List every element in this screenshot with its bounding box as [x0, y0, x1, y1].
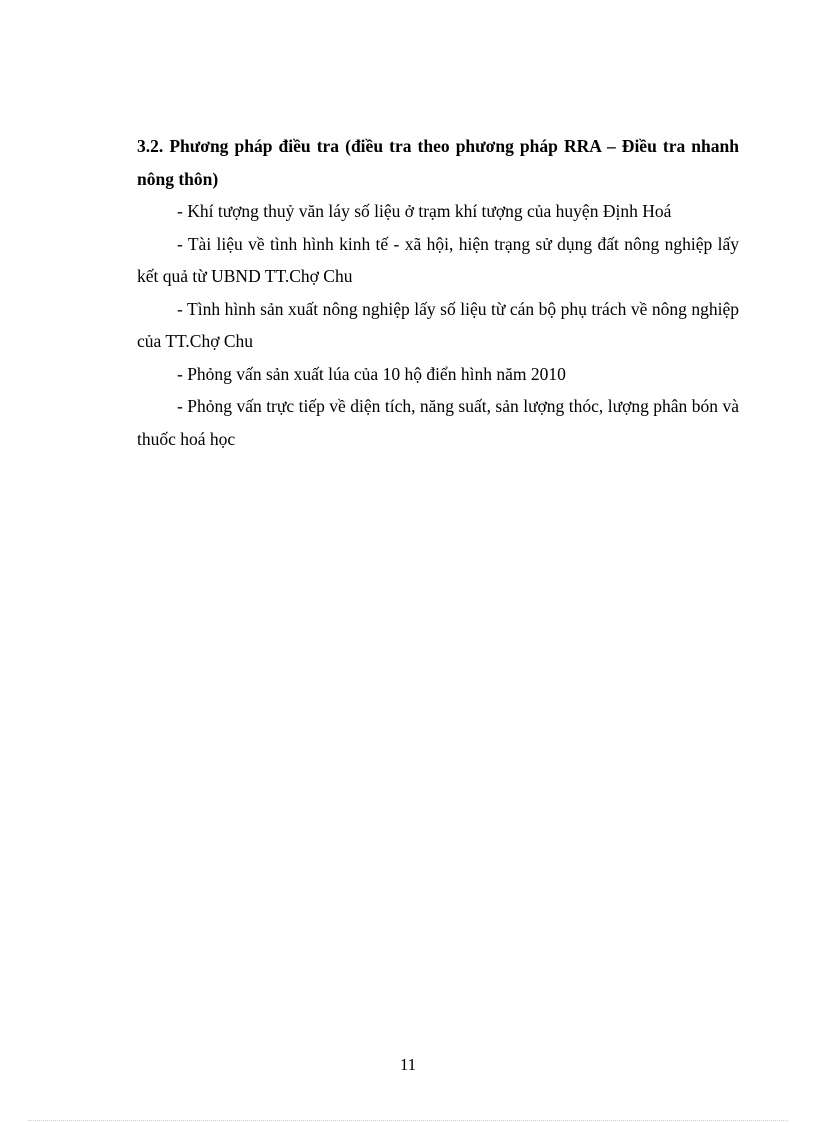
section-body	[137, 130, 739, 455]
page-number: 11	[399, 1055, 417, 1074]
page-bottom-divider	[28, 1120, 788, 1121]
paragraph-socioeconomic: - Tài liệu về tình hình kinh tế - xã hội, hiện trạng sử dụng đất nông nghiệp lấy kết quả từ UBND TT.Chợ Chu	[137, 233, 739, 286]
paragraph-direct-interview: - Phỏng vấn trực tiếp về diện tích, năng suất, sản lượng thóc, lượng phân bón và thuốc hoá học	[137, 396, 739, 449]
section-heading: 3.2. Phương pháp điều tra (điều tra theo phương pháp RRA – Điều tra nhanh nông thôn)	[137, 136, 739, 189]
paragraph-meteorology: - Khí tượng thuỷ văn láy số liệu ở trạm khí tượng của huyện Định Hoá	[177, 201, 672, 221]
paragraph-agriculture: - Tình hình sản xuất nông nghiệp lấy số liệu từ cán bộ phụ trách về nông nghiệp của TT.Chợ Chu	[137, 298, 739, 351]
paragraph-rice-interview: - Phỏng vấn sản xuất lúa của 10 hộ điển hình năm 2010	[177, 363, 566, 384]
